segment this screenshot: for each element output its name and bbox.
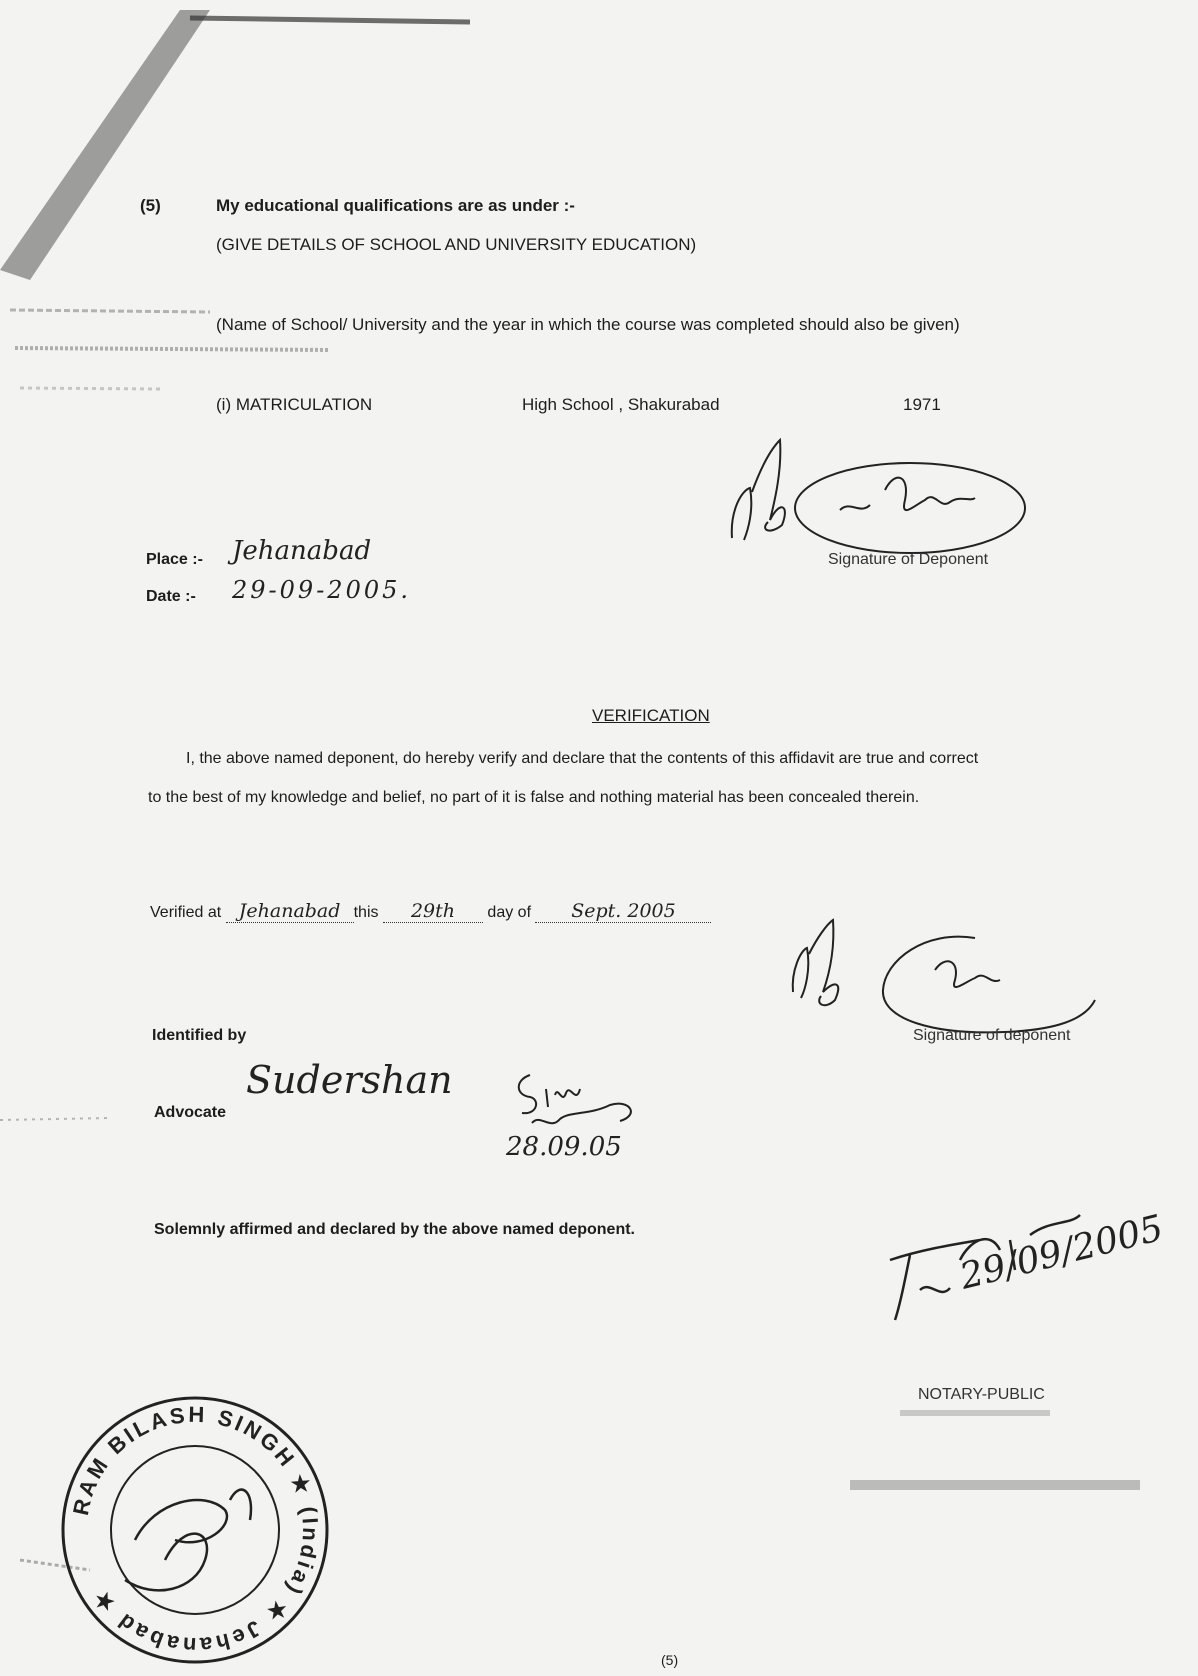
place-value: Jehanabad [232,536,372,566]
verified-month-year: Sept. 2005 [535,900,711,923]
section-number: (5) [140,196,161,215]
qualification-year: 1971 [903,395,941,414]
date-value: 29-09-2005. [232,576,412,604]
advocate-signature-name: Sudershan [246,1058,453,1102]
date-label: Date :- [146,588,196,605]
verified-day: 29th [383,900,483,923]
verified-at-prefix: Verified at [150,904,222,921]
place-label: Place :- [146,551,203,568]
verified-at-place: Jehanabad [226,900,354,923]
seal-text: RAM BILASH SINGH ★ (India) ★ Jehanabad ★ [67,1401,324,1659]
qualification-institution: High School , Shakurabad [522,395,720,414]
qualification-course: (i) MATRICULATION [216,395,373,414]
advocate-initials [510,1065,650,1135]
verified-day-of-label: day of [487,904,532,921]
notary-stamp-smudge-1 [900,1410,1050,1416]
notary-date: 29/09/2005 [956,1207,1168,1298]
verification-line-2: to the best of my knowledge and belief, no part of it is false and nothing material has been concealed therein. [148,789,920,806]
verified-at-line [150,900,711,923]
page-number: (5) [661,1652,679,1668]
section-subheading: (GIVE DETAILS OF SCHOOL AND UNIVERSITY EDUCATION) [216,235,697,254]
notary-public-label: NOTARY-PUBLIC [918,1386,1045,1403]
notary-stamp-smudge-2 [850,1480,1140,1490]
section-note: (Name of School/ University and the year in which the course was completed should also be given) [216,315,960,334]
affirmation-text: Solemnly affirmed and declared by the above named deponent. [154,1221,635,1238]
identified-by-label: Identified by [152,1027,247,1044]
deponent-signature-2-label: Signature of deponent [913,1027,1071,1044]
verified-this-label: this [353,904,379,921]
verification-line-1: I, the above named deponent, do hereby verify and declare that the contents of this affidavit are true and correct [186,750,979,767]
advocate-label: Advocate [154,1104,227,1121]
section-heading: My educational qualifications are as under :- [216,196,575,215]
advocate-date: 28.09.05 [506,1132,622,1162]
seal-stamp [55,1390,335,1670]
deponent-signature-1-label: Signature of Deponent [828,551,989,568]
verification-title: VERIFICATION [592,706,710,725]
